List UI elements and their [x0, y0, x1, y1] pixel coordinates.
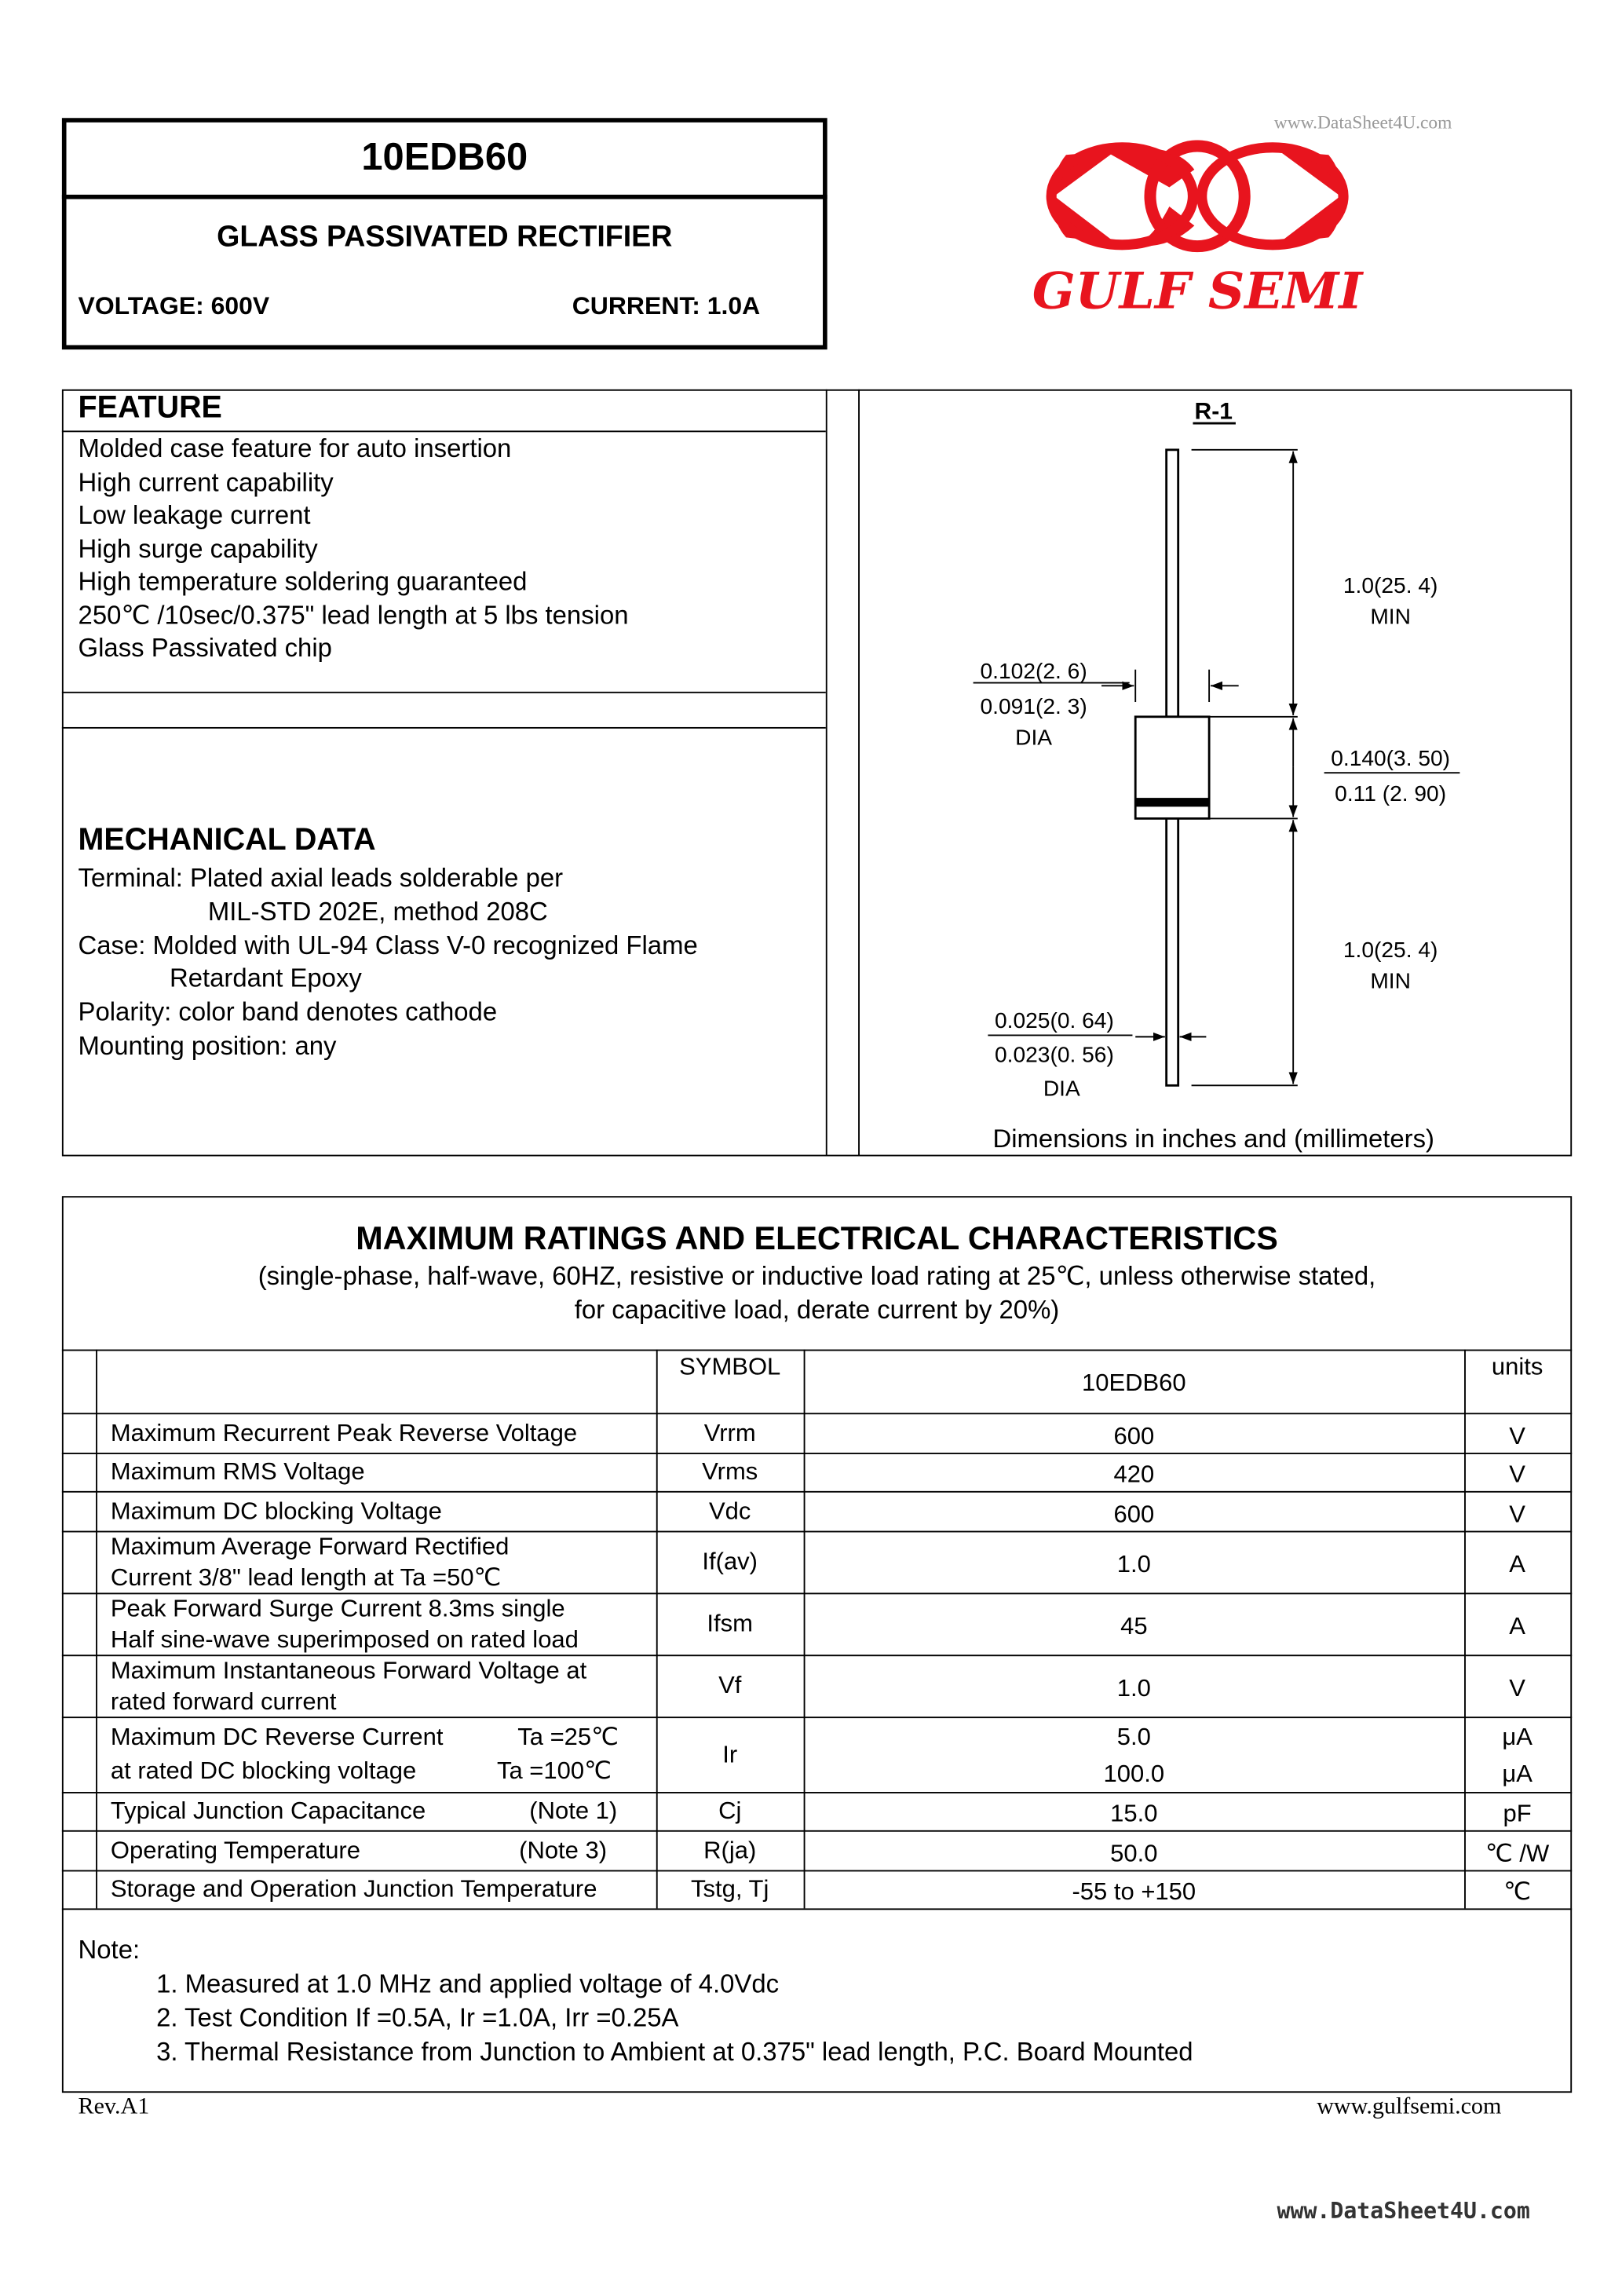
notes-list: [156, 1968, 1193, 2068]
dim-body-dia-min: 0.091(2. 3): [980, 693, 1087, 719]
condition-label: Ta =100℃: [496, 1757, 612, 1784]
revision: Rev.A1: [78, 2094, 150, 2119]
dimensions-caption: Dimensions in inches and (millimeters): [992, 1124, 1434, 1153]
dim-bottom-lead-min: MIN: [1370, 967, 1411, 993]
bottom-lead: [1167, 818, 1178, 1085]
note-item: 2. Test Condition If =0.5A, Ir =1.0A, Irr =0.25A: [156, 2002, 679, 2032]
condition-label: (Note 3): [519, 1837, 608, 1864]
table-rule: [62, 1350, 1572, 1351]
column-header-units: units: [1491, 1354, 1543, 1380]
value-cell: 45: [1120, 1613, 1148, 1640]
value-cell: 600: [1113, 1422, 1155, 1450]
symbol-cell: R(ja): [703, 1837, 757, 1864]
parameter-label: Maximum Average Forward Rectified: [110, 1534, 510, 1561]
dim-lead-dia-label: DIA: [1043, 1075, 1080, 1101]
mechanical-line: Mounting position: any: [78, 1030, 337, 1061]
value-cell: 600: [1113, 1501, 1155, 1527]
value-cell: 1.0: [1116, 1675, 1151, 1702]
product-title: GLASS PASSIVATED RECTIFIER: [217, 221, 673, 254]
note-item: 1. Measured at 1.0 MHz and applied voltage of 4.0Vdc: [156, 1969, 780, 1998]
part-number: 10EDB60: [361, 133, 528, 179]
ratings-subtitle: (single-phase, half-wave, 60HZ, resistive or inductive load rating at 25℃, unless otherwise stated,: [258, 1260, 1376, 1291]
package-diagram: [858, 389, 1572, 1157]
unit-cell: A: [1509, 1613, 1525, 1640]
parameter-label: at rated DC blocking voltage: [110, 1757, 417, 1784]
voltage-rating: VOLTAGE: 600V: [78, 291, 270, 320]
note-heading: Note:: [78, 1935, 141, 1965]
symbol-cell: Tstg, Tj: [691, 1876, 769, 1903]
current-rating: CURRENT: 1.0A: [572, 291, 761, 320]
feature-heading: FEATURE: [78, 390, 222, 425]
dim-body-length-max: 0.140(3. 50): [1331, 744, 1451, 770]
cathode-band: [1135, 798, 1209, 806]
parameter-label: Half sine-wave superimposed on rated load: [110, 1626, 579, 1654]
mechanical-heading: MECHANICAL DATA: [78, 823, 376, 857]
symbol-cell: Cj: [718, 1797, 742, 1825]
feature-item: High surge capability: [78, 532, 318, 563]
parameter-label: rated forward current: [110, 1688, 337, 1716]
feature-item: Molded case feature for auto insertion: [78, 433, 512, 463]
watermark-bottom: www.DataSheet4U.com: [1277, 2197, 1530, 2225]
parameter-label: Maximum RMS Voltage: [110, 1458, 365, 1486]
website-link[interactable]: www.gulfsemi.com: [1317, 2094, 1502, 2119]
parameter-label: Current 3/8" lead length at Ta =50℃: [110, 1564, 502, 1592]
parameter-label: Maximum DC Reverse Current: [110, 1723, 444, 1750]
ratings-subtitle: for capacitive load, derate current by 20%): [574, 1295, 1060, 1325]
dim-bottom-lead-length: 1.0(25. 4): [1343, 936, 1438, 962]
dim-lead-dia-min: 0.023(0. 56): [994, 1041, 1114, 1067]
parameter-label: Storage and Operation Junction Temperature: [110, 1876, 597, 1903]
symbol-cell: Vdc: [709, 1497, 751, 1525]
divider: [826, 389, 827, 1157]
value-cell: 15.0: [1110, 1801, 1158, 1828]
unit-cell: μA: [1502, 1723, 1532, 1750]
symbol-cell: Vf: [718, 1672, 742, 1699]
feature-item: 250℃ /10sec/0.375" lead length at 5 lbs tension: [78, 599, 629, 630]
dim-top-lead-length: 1.0(25. 4): [1343, 572, 1438, 598]
condition-label: (Note 1): [529, 1797, 618, 1825]
value-cell: 100.0: [1103, 1760, 1165, 1787]
unit-cell: A: [1509, 1551, 1525, 1578]
value-cell: 420: [1113, 1461, 1155, 1489]
mechanical-line: Retardant Epoxy: [169, 963, 362, 993]
feature-list: [79, 432, 629, 664]
dim-body-length-min: 0.11 (2. 90): [1335, 780, 1447, 806]
top-lead: [1167, 450, 1178, 717]
dim-body-dia-label: DIA: [1015, 724, 1053, 750]
unit-cell: V: [1509, 1422, 1525, 1450]
mechanical-line: Terminal: Plated axial leads solderable per: [78, 862, 564, 893]
unit-cell: μA: [1502, 1760, 1532, 1787]
note-item: 3. Thermal Resistance from Junction to Ambient at 0.375" lead length, P.C. Board Mounted: [156, 2036, 1193, 2066]
mechanical-line: Case: Molded with UL-94 Class V-0 recognized Flame: [78, 930, 698, 960]
feature-item: Glass Passivated chip: [78, 632, 332, 663]
symbol-cell: If(av): [702, 1548, 758, 1575]
dim-body-dia-max: 0.102(2. 6): [980, 657, 1087, 683]
mechanical-line: Polarity: color band denotes cathode: [78, 997, 498, 1027]
symbol-cell: Ir: [722, 1741, 738, 1768]
logo-text: GULF SEMI: [1032, 261, 1364, 321]
value-cell: 50.0: [1110, 1840, 1158, 1866]
feature-item: High current capability: [78, 466, 334, 497]
parameter-label: Peak Forward Surge Current 8.3ms single: [110, 1596, 565, 1623]
unit-cell: V: [1509, 1461, 1525, 1489]
package-label: R-1: [1194, 398, 1233, 425]
parameter-label: Maximum DC blocking Voltage: [110, 1497, 442, 1525]
column-header-part: 10EDB60: [1081, 1369, 1186, 1397]
divider: [62, 195, 827, 199]
ratings-title: MAXIMUM RATINGS AND ELECTRICAL CHARACTERISTICS: [356, 1219, 1278, 1257]
symbol-cell: Vrrm: [703, 1419, 756, 1446]
mechanical-line: MIL-STD 202E, method 208C: [207, 896, 548, 927]
column-header-symbol: SYMBOL: [679, 1354, 781, 1380]
unit-cell: V: [1509, 1501, 1525, 1527]
unit-cell: ℃ /W: [1485, 1840, 1550, 1866]
divider: [62, 692, 826, 693]
feature-item: Low leakage current: [78, 499, 311, 530]
parameter-label: Operating Temperature: [110, 1837, 360, 1864]
gulf-semi-logo: [1025, 140, 1379, 324]
parameter-label: Maximum Instantaneous Forward Voltage at: [110, 1658, 587, 1684]
dim-lead-dia-max: 0.025(0. 64): [994, 1007, 1114, 1033]
divider: [62, 727, 826, 729]
dim-top-lead-min: MIN: [1370, 603, 1411, 629]
watermark-top: www.DataSheet4U.com: [1273, 112, 1452, 133]
symbol-cell: Ifsm: [707, 1610, 753, 1637]
table-rule: [62, 1908, 1572, 1910]
symbol-cell: Vrms: [702, 1458, 758, 1486]
value-cell: 5.0: [1116, 1723, 1151, 1750]
parameter-label: Typical Junction Capacitance: [110, 1797, 426, 1825]
unit-cell: V: [1509, 1675, 1525, 1702]
mechanical-list: [79, 861, 698, 1063]
value-cell: -55 to +150: [1072, 1878, 1196, 1906]
feature-item: High temperature soldering guaranteed: [78, 566, 528, 596]
parameter-label: Maximum Recurrent Peak Reverse Voltage: [110, 1419, 578, 1446]
unit-cell: ℃: [1503, 1878, 1532, 1906]
condition-label: Ta =25℃: [517, 1723, 619, 1750]
value-cell: 1.0: [1116, 1551, 1151, 1578]
unit-cell: pF: [1503, 1801, 1532, 1828]
